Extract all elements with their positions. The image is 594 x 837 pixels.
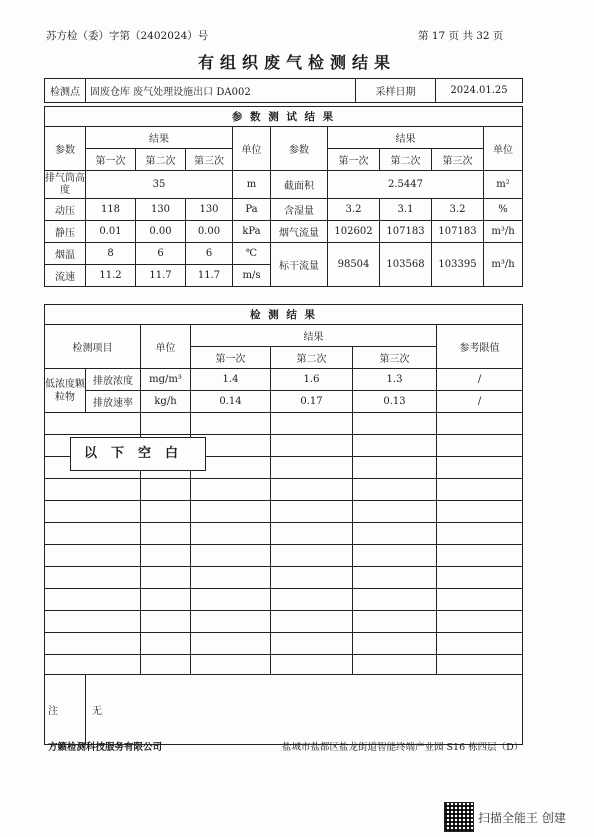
col-result-left: 结果 bbox=[86, 127, 233, 149]
param-unit: % bbox=[484, 199, 523, 221]
page-indicator: 第 17 页 共 32 页 bbox=[418, 30, 504, 42]
param-unit: ℃ bbox=[233, 243, 271, 265]
footer-company: 方籁检测科技服务有限公司 bbox=[48, 742, 163, 753]
run-2-right: 第二次 bbox=[380, 149, 432, 171]
param-value: 3.2 bbox=[328, 199, 380, 221]
date-value: 2024.01.25 bbox=[436, 79, 523, 103]
run-2-left: 第二次 bbox=[136, 149, 186, 171]
col-unit: 单位 bbox=[141, 325, 191, 369]
item-name: 排放浓度 bbox=[86, 369, 141, 391]
empty-row bbox=[45, 633, 523, 655]
col-result-right: 结果 bbox=[328, 127, 484, 149]
col-limit: 参考限值 bbox=[437, 325, 523, 369]
param-name: 含湿量 bbox=[271, 199, 328, 221]
empty-row bbox=[45, 611, 523, 633]
empty-row bbox=[45, 479, 523, 501]
empty-row bbox=[45, 413, 523, 435]
col-result: 结果 bbox=[191, 325, 437, 347]
watermark-text: 扫描全能王 创建 bbox=[478, 811, 566, 825]
info-table bbox=[44, 78, 523, 103]
run-3: 第三次 bbox=[353, 347, 437, 369]
param-value: 11.2 bbox=[86, 265, 136, 287]
param-value: 103568 bbox=[380, 243, 432, 287]
empty-row bbox=[45, 589, 523, 611]
param-name: 静压 bbox=[45, 221, 86, 243]
param-name: 排气筒高度 bbox=[45, 171, 86, 199]
param-value: 130 bbox=[186, 199, 233, 221]
param-unit: Pa bbox=[233, 199, 271, 221]
params-table bbox=[44, 106, 523, 287]
empty-row bbox=[45, 655, 523, 675]
param-unit: m³/h bbox=[484, 243, 523, 287]
param-value: 98504 bbox=[328, 243, 380, 287]
note-label: 注 bbox=[45, 675, 86, 745]
param-value: 6 bbox=[186, 243, 233, 265]
pollutant-name: 低浓度颗粒物 bbox=[45, 369, 86, 413]
page-title: 有组织废气检测结果 bbox=[197, 53, 396, 72]
params-section-title: 参 数 测 试 结 果 bbox=[45, 107, 523, 127]
point-label: 检测点 bbox=[45, 79, 86, 103]
param-value: 3.1 bbox=[380, 199, 432, 221]
param-value: 0.00 bbox=[186, 221, 233, 243]
point-value: 固废仓库 废气处理设施出口 DA002 bbox=[86, 79, 356, 103]
empty-row bbox=[45, 523, 523, 545]
date-label: 采样日期 bbox=[356, 79, 436, 103]
param-name: 动压 bbox=[45, 199, 86, 221]
param-value: 2.5447 bbox=[328, 171, 484, 199]
param-value: 11.7 bbox=[186, 265, 233, 287]
run-2: 第二次 bbox=[271, 347, 353, 369]
param-name: 标干流量 bbox=[271, 243, 328, 287]
param-value: 35 bbox=[86, 171, 233, 199]
item-limit: / bbox=[437, 369, 523, 391]
report-number: 苏方检（委）字第（2402024）号 bbox=[46, 30, 209, 42]
param-name: 烟气流量 bbox=[271, 221, 328, 243]
col-item: 检测项目 bbox=[45, 325, 141, 369]
param-name: 截面积 bbox=[271, 171, 328, 199]
run-3-right: 第三次 bbox=[432, 149, 484, 171]
param-unit: m bbox=[233, 171, 271, 199]
param-value: 0.00 bbox=[136, 221, 186, 243]
qr-code-icon bbox=[444, 802, 474, 832]
param-value: 11.7 bbox=[136, 265, 186, 287]
param-name: 烟温 bbox=[45, 243, 86, 265]
param-value: 107183 bbox=[432, 221, 484, 243]
param-value: 130 bbox=[136, 199, 186, 221]
param-unit: m/s bbox=[233, 265, 271, 287]
footer-address: 盐城市盐都区盐龙街道智能终端产业园 S16 栋四层（D） bbox=[282, 742, 524, 753]
item-value: 1.4 bbox=[191, 369, 271, 391]
item-unit: kg/h bbox=[141, 391, 191, 413]
param-value: 8 bbox=[86, 243, 136, 265]
col-unit-right: 单位 bbox=[484, 127, 523, 171]
item-value: 1.3 bbox=[353, 369, 437, 391]
param-value: 0.01 bbox=[86, 221, 136, 243]
detect-section-title: 检 测 结 果 bbox=[45, 305, 523, 325]
item-value: 1.6 bbox=[271, 369, 353, 391]
item-unit: mg/m³ bbox=[141, 369, 191, 391]
param-value: 3.2 bbox=[432, 199, 484, 221]
item-value: 0.14 bbox=[191, 391, 271, 413]
col-param-right: 参数 bbox=[271, 127, 328, 171]
item-value: 0.13 bbox=[353, 391, 437, 413]
param-value: 103395 bbox=[432, 243, 484, 287]
param-unit: m³/h bbox=[484, 221, 523, 243]
col-param-left: 参数 bbox=[45, 127, 86, 171]
param-name: 流速 bbox=[45, 265, 86, 287]
run-3-left: 第三次 bbox=[186, 149, 233, 171]
run-1: 第一次 bbox=[191, 347, 271, 369]
empty-row bbox=[45, 567, 523, 589]
empty-row bbox=[45, 501, 523, 523]
param-value: 107183 bbox=[380, 221, 432, 243]
run-1-right: 第一次 bbox=[328, 149, 380, 171]
empty-row bbox=[45, 545, 523, 567]
param-unit: m² bbox=[484, 171, 523, 199]
param-unit: kPa bbox=[233, 221, 271, 243]
item-limit: / bbox=[437, 391, 523, 413]
note-value: 无 bbox=[86, 675, 523, 745]
item-value: 0.17 bbox=[271, 391, 353, 413]
param-value: 102602 bbox=[328, 221, 380, 243]
param-value: 6 bbox=[136, 243, 186, 265]
blank-stamp: 以下空白 bbox=[70, 437, 206, 471]
item-name: 排放速率 bbox=[86, 391, 141, 413]
param-value: 118 bbox=[86, 199, 136, 221]
run-1-left: 第一次 bbox=[86, 149, 136, 171]
detect-table bbox=[44, 304, 523, 745]
col-unit-left: 单位 bbox=[233, 127, 271, 171]
